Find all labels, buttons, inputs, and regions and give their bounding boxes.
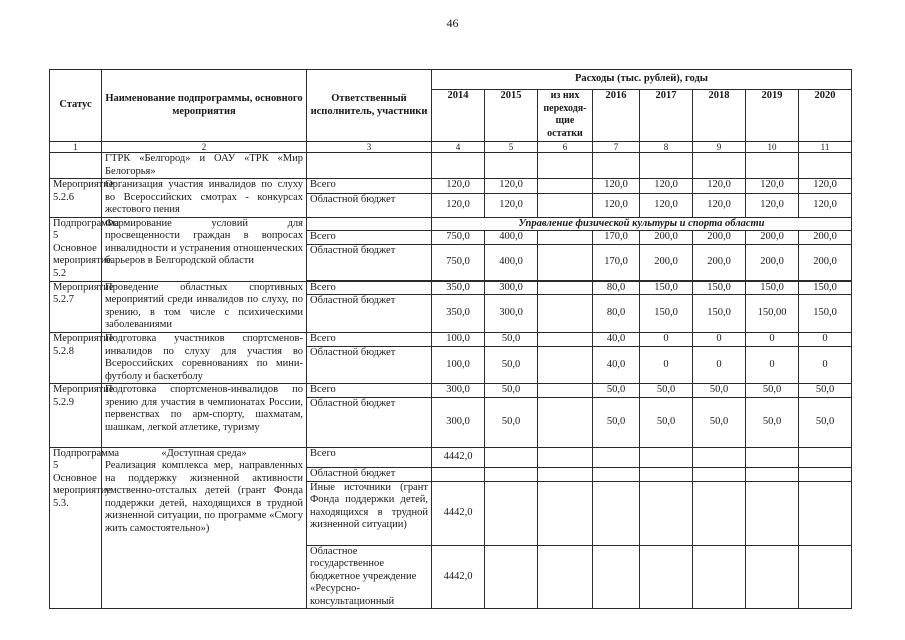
value-cell	[485, 545, 538, 609]
value-cell: 0	[693, 333, 746, 347]
value-cell	[538, 384, 593, 398]
value-cell: 40,0	[593, 346, 640, 383]
value-cell: 170,0	[593, 231, 640, 245]
value-cell: 150,0	[693, 281, 746, 295]
column-index: 10	[746, 142, 799, 153]
value-cell	[640, 467, 693, 481]
value-cell	[799, 447, 852, 467]
value-cell: 750,0	[432, 244, 485, 280]
header-transfer-balances: из них переходя-щие остатки	[538, 90, 593, 142]
header-year-2019: 2019	[746, 90, 799, 142]
value-cell	[746, 467, 799, 481]
row-name: Подготовка участников спортсменов-инвалидов по слуху для участия во Всероссийских соревнованиях по мини-футболу и баскетболу	[102, 333, 307, 384]
column-index: 5	[485, 142, 538, 153]
value-cell	[640, 447, 693, 467]
value-cell	[538, 244, 593, 280]
value-cell	[640, 481, 693, 545]
column-index: 8	[640, 142, 693, 153]
value-cell: 120,0	[640, 179, 693, 194]
value-cell	[538, 295, 593, 333]
row-name: Формирование условий для просвещенности граждан в вопросах инвалидности и устранения отношенческих барьеров в Белгородской области	[102, 217, 307, 281]
value-cell	[538, 467, 593, 481]
value-cell: 50,0	[485, 333, 538, 347]
value-cell: 120,0	[746, 193, 799, 217]
column-index: 6	[538, 142, 593, 153]
value-cell	[485, 481, 538, 545]
value-cell: 300,0	[485, 281, 538, 295]
value-cell: 0	[799, 333, 852, 347]
row-name-title: «Доступная среда»	[161, 447, 247, 459]
value-cell: 50,0	[746, 384, 799, 398]
value-cell: 150,0	[799, 281, 852, 295]
value-cell: 200,0	[640, 244, 693, 280]
value-cell	[538, 447, 593, 467]
value-cell	[746, 545, 799, 609]
value-cell	[593, 545, 640, 609]
row-status: Мероприятие 5.2.7	[50, 281, 102, 333]
row-responsible: Всего	[307, 333, 432, 347]
value-cell: 80,0	[593, 295, 640, 333]
column-index: 11	[799, 142, 852, 153]
header-year-2015: 2015	[485, 90, 538, 142]
value-cell: 50,0	[640, 384, 693, 398]
header-expenses: Расходы (тыс. рублей), годы	[432, 70, 852, 90]
row-responsible: Областной бюджет	[307, 193, 432, 217]
value-cell: 150,00	[746, 295, 799, 333]
value-cell: 120,0	[746, 179, 799, 194]
value-cell: 0	[693, 346, 746, 383]
value-cell: 200,0	[799, 244, 852, 280]
value-cell	[538, 481, 593, 545]
row-responsible: Иные источники (грант Фонда поддержки детей, находящихся в трудной жизненной ситуации)	[307, 481, 432, 545]
value-cell: 50,0	[485, 384, 538, 398]
column-index-row	[50, 142, 852, 153]
value-cell: 200,0	[693, 231, 746, 245]
row-name: Проведение областных спортивных мероприятий среди инвалидов по слуху, по зрению, в том числе с психическими заболеваниями	[102, 281, 307, 333]
value-cell: 50,0	[799, 397, 852, 447]
value-cell: 0	[746, 346, 799, 383]
value-cell	[538, 179, 593, 194]
value-cell: 0	[640, 346, 693, 383]
value-cell: 120,0	[432, 179, 485, 194]
value-cell	[640, 545, 693, 609]
continuation-name: ГТРК «Белгород» и ОАУ «ТРК «Мир Белогорья»	[102, 153, 307, 179]
value-cell: 120,0	[432, 193, 485, 217]
header-year-2014: 2014	[432, 90, 485, 142]
header-year-2016: 2016	[593, 90, 640, 142]
value-cell	[693, 467, 746, 481]
value-cell: 200,0	[693, 244, 746, 280]
value-cell: 120,0	[640, 193, 693, 217]
value-cell: 0	[799, 346, 852, 383]
row-responsible: Областной бюджет	[307, 295, 432, 333]
value-cell: 200,0	[799, 231, 852, 245]
value-cell: 100,0	[432, 346, 485, 383]
value-cell: 200,0	[746, 244, 799, 280]
value-cell: 120,0	[485, 179, 538, 194]
table-row	[50, 447, 852, 467]
value-cell: 200,0	[746, 231, 799, 245]
column-index: 3	[307, 142, 432, 153]
table-row	[50, 333, 852, 347]
value-cell	[799, 481, 852, 545]
row-responsible: Областной бюджет	[307, 346, 432, 383]
value-cell: 50,0	[799, 384, 852, 398]
row-responsible: Областное государственное бюджетное учреждение «Ресурсно-консультационный	[307, 545, 432, 609]
value-cell: 50,0	[693, 384, 746, 398]
value-cell: 100,0	[432, 333, 485, 347]
value-cell: 350,0	[432, 295, 485, 333]
row-responsible: Всего	[307, 384, 432, 398]
header-status: Статус	[50, 70, 102, 142]
value-cell	[693, 481, 746, 545]
value-cell: 50,0	[485, 397, 538, 447]
value-cell: 150,0	[693, 295, 746, 333]
row-name-text: Реализация комплекса мер, направленных на поддержку жизненной активности умственно-отсталых детей (грант Фонда поддержки детей, находящихся в трудной жизненной ситуации, по программе «Смогу жить самостоятельно»)	[105, 460, 303, 534]
column-index: 1	[50, 142, 102, 153]
value-cell	[693, 447, 746, 467]
value-cell	[746, 447, 799, 467]
value-cell	[746, 481, 799, 545]
header-year-2020: 2020	[799, 90, 852, 142]
row-name: Организация участия инвалидов по слуху во Всероссийских смотрах - конкурсах жестового пения	[102, 179, 307, 218]
column-index: 4	[432, 142, 485, 153]
value-cell	[538, 281, 593, 295]
column-index: 9	[693, 142, 746, 153]
value-cell: 50,0	[693, 397, 746, 447]
value-cell	[593, 447, 640, 467]
value-cell	[432, 467, 485, 481]
value-cell: 120,0	[593, 193, 640, 217]
value-cell: 150,0	[746, 281, 799, 295]
value-cell: 170,0	[593, 244, 640, 280]
header-row-1	[50, 70, 852, 90]
header-name: Наименование подпрограммы, основного мероприятия	[102, 70, 307, 142]
value-cell: 120,0	[693, 193, 746, 217]
value-cell: 120,0	[593, 179, 640, 194]
value-cell: 300,0	[485, 295, 538, 333]
value-cell: 300,0	[432, 397, 485, 447]
row-responsible: Областной бюджет	[307, 244, 432, 280]
value-cell: 120,0	[693, 179, 746, 194]
value-cell: 50,0	[593, 384, 640, 398]
row-status: Мероприятие 5.2.8	[50, 333, 102, 384]
column-index: 2	[102, 142, 307, 153]
value-cell	[693, 545, 746, 609]
column-index: 7	[593, 142, 640, 153]
value-cell	[538, 231, 593, 245]
value-cell: 400,0	[485, 244, 538, 280]
header-year-2017: 2017	[640, 90, 693, 142]
table-row	[50, 179, 852, 194]
value-cell: 4442,0	[432, 481, 485, 545]
row-name: Подготовка спортсменов-инвалидов по зрению для участия в чемпионатах России, первенствах по арм-спорту, шахматам, шашкам, легкой атлетике, туризму	[102, 384, 307, 448]
value-cell: 50,0	[485, 346, 538, 383]
value-cell	[485, 447, 538, 467]
value-cell: 120,0	[485, 193, 538, 217]
value-cell: 80,0	[593, 281, 640, 295]
page-number: 46	[446, 16, 459, 30]
header-responsible: Ответственный исполнитель, участники	[307, 70, 432, 142]
value-cell: 750,0	[432, 231, 485, 245]
value-cell: 150,0	[640, 295, 693, 333]
row-name	[102, 447, 307, 609]
department-title: Управление физической культуры и спорта области	[432, 217, 852, 231]
value-cell	[538, 346, 593, 383]
value-cell	[799, 545, 852, 609]
value-cell	[485, 467, 538, 481]
table-row	[50, 217, 852, 231]
value-cell: 120,0	[799, 193, 852, 217]
value-cell: 50,0	[593, 397, 640, 447]
value-cell	[593, 467, 640, 481]
value-cell	[538, 545, 593, 609]
value-cell	[538, 397, 593, 447]
value-cell: 350,0	[432, 281, 485, 295]
value-cell	[538, 333, 593, 347]
row-status: Подпрограмма 5 Основное мероприятие 5.3.	[50, 447, 102, 609]
expenses-table	[49, 69, 852, 609]
row-status: Мероприятие 5.2.9	[50, 384, 102, 448]
row-responsible: Всего	[307, 179, 432, 194]
table-row	[50, 384, 852, 398]
value-cell	[538, 193, 593, 217]
value-cell: 0	[746, 333, 799, 347]
value-cell: 50,0	[640, 397, 693, 447]
row-responsible: Областной бюджет	[307, 397, 432, 447]
row-responsible: Всего	[307, 281, 432, 295]
row-responsible: Всего	[307, 447, 432, 467]
value-cell	[593, 481, 640, 545]
table-row	[50, 153, 852, 179]
value-cell: 50,0	[746, 397, 799, 447]
value-cell	[799, 467, 852, 481]
value-cell: 0	[640, 333, 693, 347]
value-cell: 300,0	[432, 384, 485, 398]
value-cell: 40,0	[593, 333, 640, 347]
value-cell: 4442,0	[432, 447, 485, 467]
row-responsible: Областной бюджет	[307, 467, 432, 481]
row-responsible: Всего	[307, 231, 432, 245]
row-status: Подпрограмма 5 Основное мероприятие 5.2	[50, 217, 102, 281]
value-cell: 150,0	[640, 281, 693, 295]
value-cell: 150,0	[799, 295, 852, 333]
value-cell: 120,0	[799, 179, 852, 194]
table-row	[50, 281, 852, 295]
value-cell: 200,0	[640, 231, 693, 245]
row-status: Мероприятие 5.2.6	[50, 179, 102, 218]
header-year-2018: 2018	[693, 90, 746, 142]
value-cell: 4442,0	[432, 545, 485, 609]
value-cell: 400,0	[485, 231, 538, 245]
